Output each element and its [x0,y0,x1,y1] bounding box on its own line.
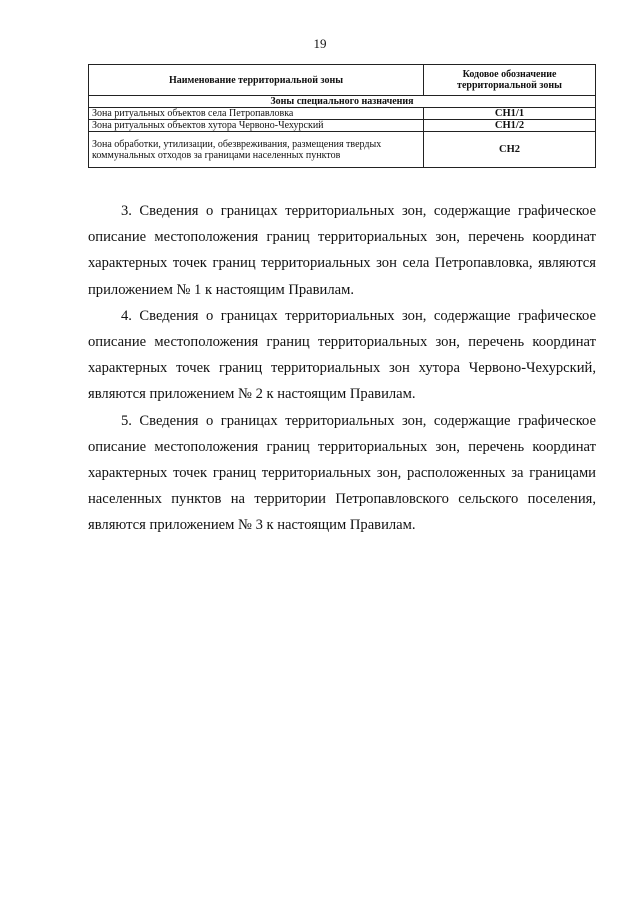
zone-code-cell: СН1/2 [424,120,596,132]
table-row [89,132,596,168]
document-body [88,198,596,539]
paragraph-5: 5. Сведения о границах территориальных зон, содержащие графическое описание местоположения границ территориальных зон, перечень координат характерных точек границ территориальных зон, расположенных за границами населенных пунктов на территории Петропавловского сельского поселения, являются приложением № 3 к настоящим Правилам. [88,412,596,534]
page-number: 19 [313,36,327,51]
zone-name-cell: Зона обработки, утилизации, обезвреживания, размещения твердых коммунальных отходов за границами населенных пунктов [89,132,424,168]
header-zone-name: Наименование территориальной зоны [89,65,424,96]
table-row [89,120,596,132]
table-header-row [89,65,596,96]
zone-name-cell: Зона ритуальных объектов хутора Червоно-Чехурский [89,120,424,132]
paragraph-3: 3. Сведения о границах территориальных зон, содержащие графическое описание местоположения границ территориальных зон, перечень координат характерных точек границ территориальных зон села Петропавловка, являются приложением № 1 к настоящим Правилам. [88,203,596,298]
table-group-row [89,96,596,108]
zone-code-cell: СН2 [424,132,596,168]
zone-name-cell: Зона ритуальных объектов села Петропавловка [89,108,424,120]
table-row [89,108,596,120]
zone-code-cell: СН1/1 [424,108,596,120]
territorial-zones-table [88,64,596,168]
header-zone-code: Кодовое обозначение территориальной зоны [424,65,596,96]
group-title: Зоны специального назначения [89,96,596,108]
paragraph-4: 4. Сведения о границах территориальных зон, содержащие графическое описание местоположения границ территориальных зон, перечень координат характерных точек границ территориальных зон хутора Червоно-Чехурский, являются приложением № 2 к настоящим Правилам. [88,307,596,403]
